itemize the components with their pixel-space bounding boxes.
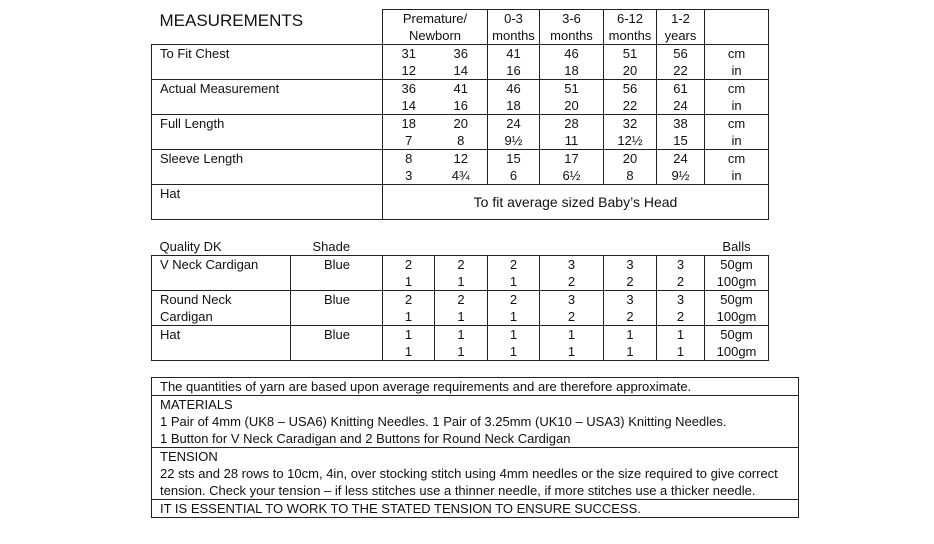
value-cell: 28 11 <box>540 115 604 150</box>
row-label: V Neck Cardigan <box>152 255 291 290</box>
value-cell: 46 18 <box>488 80 540 115</box>
value-cell: 61 24 <box>657 80 705 115</box>
value-cell: 2 1 <box>488 290 540 325</box>
row-label: Sleeve Length <box>152 150 383 185</box>
table-row <box>152 448 799 500</box>
tension-text: 22 sts and 28 rows to 10cm, 4in, over stocking stitch using 4mm needles or the size required to give correct tension. Check your tension – if less stitches use a thinner needle, if more stitches use a thicker needle. <box>160 466 778 498</box>
yarn-table <box>151 236 769 361</box>
value-cell: 51 20 <box>540 80 604 115</box>
value-cell: 1 1 <box>488 325 540 360</box>
balls-cell: 50gm 100gm <box>705 325 769 360</box>
table-row <box>152 396 799 448</box>
essential-note: IT IS ESSENTIAL TO WORK TO THE STATED TENSION TO ENSURE SUCCESS. <box>152 500 799 518</box>
materials-buttons: 1 Button for V Neck Caradigan and 2 Buttons for Round Neck Cardigan <box>160 431 571 446</box>
value-cell: 24 9½ <box>488 115 540 150</box>
materials-heading: MATERIALS <box>160 397 233 412</box>
unit-cell: cm in <box>705 45 769 80</box>
unit-cell: cm in <box>705 80 769 115</box>
value-cell: 1 1 <box>657 325 705 360</box>
value-cell: 3 2 <box>657 255 705 290</box>
tension-heading: TENSION <box>160 449 218 464</box>
table-row <box>152 500 799 518</box>
materials-section <box>152 396 799 448</box>
row-label: Round Neck Cardigan <box>152 290 291 325</box>
shade-cell: Blue <box>291 290 383 325</box>
value-cell: 36 14 <box>383 80 435 115</box>
tension-section <box>152 448 799 500</box>
value-cell: 2 1 <box>435 290 488 325</box>
value-cell: 56 22 <box>604 80 657 115</box>
table-row <box>152 325 769 360</box>
notes-table <box>151 377 799 518</box>
row-label: Actual Measurement <box>152 80 383 115</box>
table-row <box>152 378 799 396</box>
shade-cell: Blue <box>291 325 383 360</box>
value-cell: 38 15 <box>657 115 705 150</box>
value-cell: 17 6½ <box>540 150 604 185</box>
value-cell: 12 4¾ <box>435 150 488 185</box>
quantities-note: The quantities of yarn are based upon average requirements and are therefore approximate. <box>152 378 799 396</box>
balls-cell: 50gm 100gm <box>705 290 769 325</box>
table-row <box>152 45 769 80</box>
value-cell: 3 2 <box>540 255 604 290</box>
size-header-0-3: 0-3 months <box>488 10 540 45</box>
quality-label: Quality DK <box>159 238 222 254</box>
shade-header: Shade <box>312 238 351 254</box>
value-cell: 31 12 <box>383 45 435 80</box>
table-row <box>152 80 769 115</box>
hat-label: Hat <box>152 185 383 220</box>
row-label: Full Length <box>152 115 383 150</box>
value-cell: 1 1 <box>383 325 435 360</box>
unit-cell: cm in <box>705 115 769 150</box>
table-row <box>152 115 769 150</box>
balls-cell: 50gm 100gm <box>705 255 769 290</box>
value-cell: 15 6 <box>488 150 540 185</box>
value-cell: 2 1 <box>383 255 435 290</box>
value-cell: 56 22 <box>657 45 705 80</box>
value-cell: 3 2 <box>604 255 657 290</box>
unit-header <box>705 10 769 45</box>
value-cell: 32 12½ <box>604 115 657 150</box>
value-cell: 46 18 <box>540 45 604 80</box>
size-header-3-6: 3-6 months <box>540 10 604 45</box>
shade-cell: Blue <box>291 255 383 290</box>
measurements-table <box>151 9 769 220</box>
value-cell: 18 7 <box>383 115 435 150</box>
balls-header: Balls <box>722 238 751 254</box>
value-cell: 51 20 <box>604 45 657 80</box>
value-cell: 41 16 <box>435 80 488 115</box>
size-header-newborn: Premature/ Newborn <box>383 10 488 45</box>
value-cell: 20 8 <box>604 150 657 185</box>
materials-needles: 1 Pair of 4mm (UK8 – USA6) Knitting Needles. 1 Pair of 3.25mm (UK10 – USA3) Knitting Needles. <box>160 414 727 429</box>
row-label: To Fit Chest <box>152 45 383 80</box>
hat-note: To fit average sized Baby’s Head <box>383 185 769 220</box>
size-header-6-12: 6-12 months <box>604 10 657 45</box>
value-cell: 1 1 <box>540 325 604 360</box>
value-cell: 41 16 <box>488 45 540 80</box>
unit-cell: cm in <box>705 150 769 185</box>
table-row <box>152 255 769 290</box>
table-row <box>152 150 769 185</box>
table-row <box>152 290 769 325</box>
value-cell: 24 9½ <box>657 150 705 185</box>
value-cell: 20 8 <box>435 115 488 150</box>
value-cell: 1 1 <box>604 325 657 360</box>
value-cell: 8 3 <box>383 150 435 185</box>
size-header-1-2: 1-2 years <box>657 10 705 45</box>
value-cell: 2 1 <box>488 255 540 290</box>
value-cell: 1 1 <box>435 325 488 360</box>
table-row <box>152 185 769 220</box>
value-cell: 3 2 <box>657 290 705 325</box>
value-cell: 3 2 <box>604 290 657 325</box>
value-cell: 3 2 <box>540 290 604 325</box>
row-label: Hat <box>152 325 291 360</box>
value-cell: 2 1 <box>383 290 435 325</box>
value-cell: 36 14 <box>435 45 488 80</box>
measurements-title: MEASUREMENTS <box>159 10 304 30</box>
value-cell: 2 1 <box>435 255 488 290</box>
